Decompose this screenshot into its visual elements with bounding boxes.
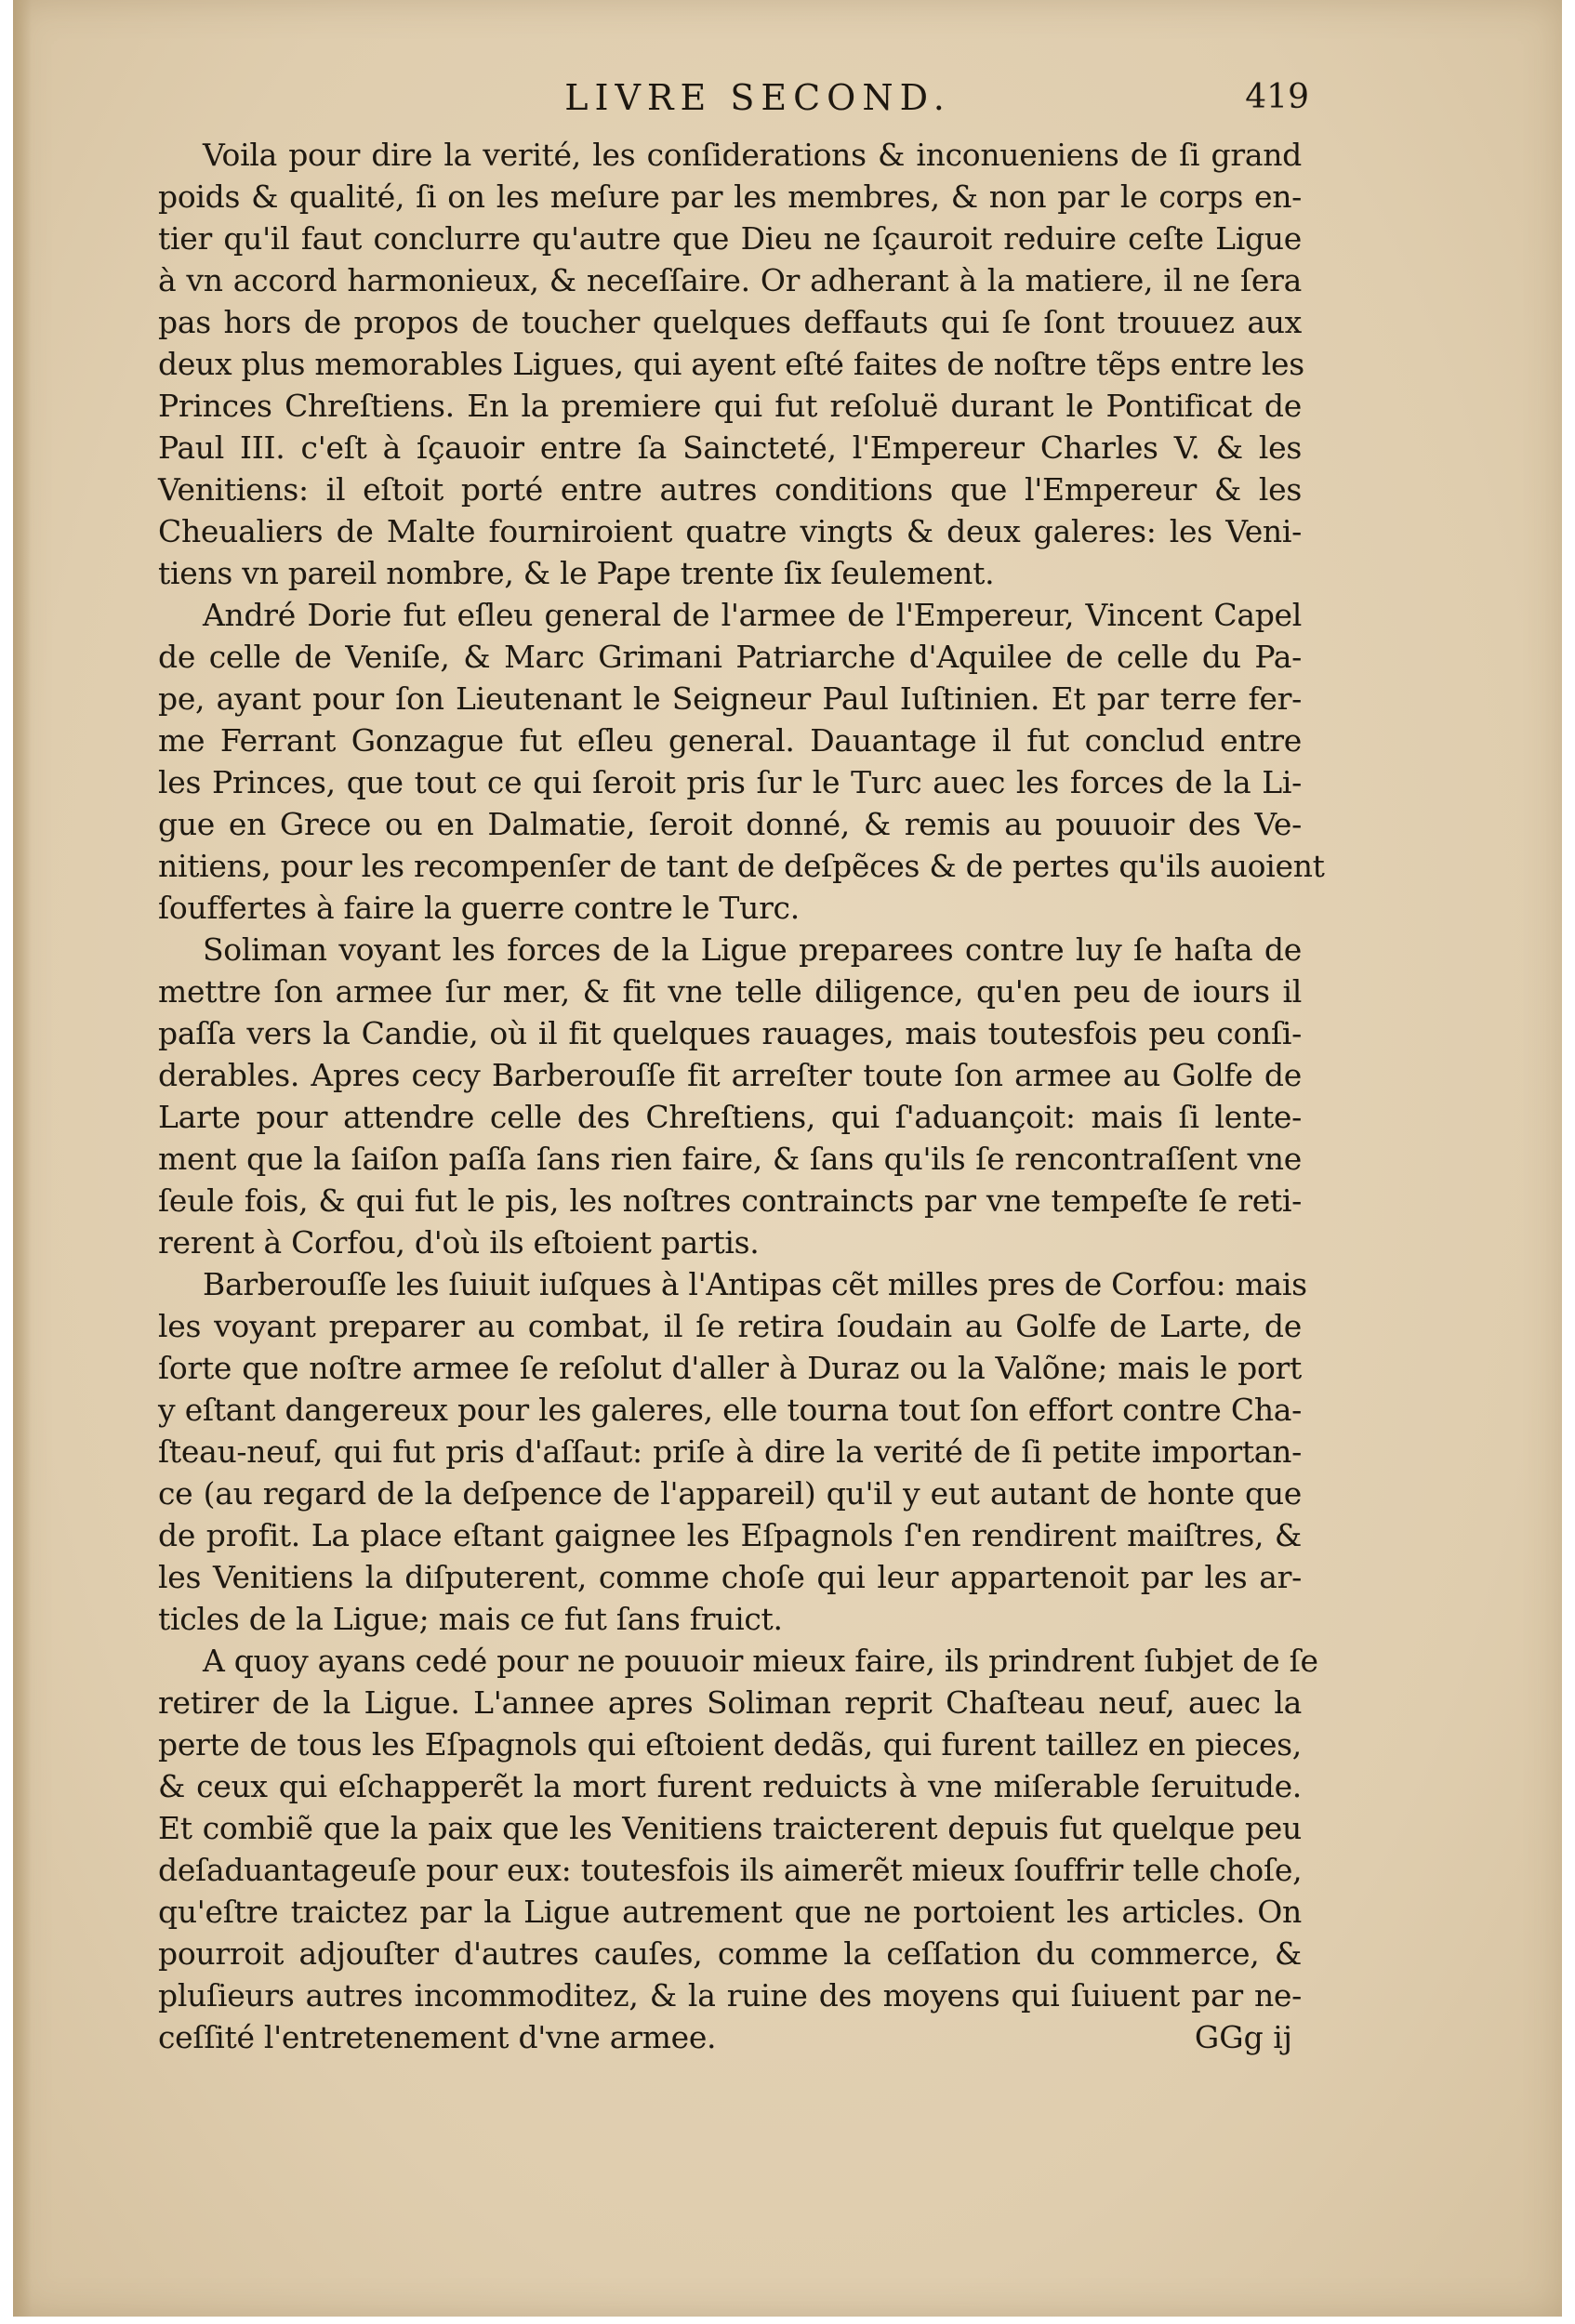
text-line: retirer de la Ligue. L'annee apres Soliman reprit Chaſteau neuf, auec la (158, 1684, 1302, 1721)
text-line: ticles de la Ligue; mais ce fut ſans fruict. (158, 1601, 783, 1637)
text-line: ſteau-neuf, qui fut pris d'aſſaut: priſe à dire la verité de ſi petite importan- (158, 1433, 1302, 1470)
text-line: pe, ayant pour ſon Lieutenant le Seigneur Paul Iuſtinien. Et par terre fer- (158, 680, 1302, 717)
text-line: tiens vn pareil nombre, & le Pape trente ſix ſeulement. (158, 555, 995, 591)
paragraph-1 (158, 134, 1302, 594)
book-page (13, 0, 1562, 2317)
text-line: Soliman voyant les forces de la Ligue preparees contre luy ſe haſta de (203, 931, 1302, 968)
text-line: les Princes, que tout ce qui ſeroit pris ſur le Turc auec les forces de la Li- (158, 764, 1302, 800)
text-line: ſeule fois, & qui fut le pis, les noſtres contraincts par vne tempeſte ſe reti- (158, 1182, 1302, 1219)
text-line: de celle de Veniſe, & Marc Grimani Patriarche d'Aquilee de celle du Pa- (158, 639, 1302, 675)
signature-mark: GGg ij (1194, 2019, 1292, 2055)
paragraph-2 (158, 594, 1325, 929)
text-line: ſorte que noſtre armee ſe reſolut d'aller à Duraz ou la Valõne; mais le port (158, 1350, 1302, 1386)
text-line: Larte pour attendre celle des Chreſtiens, qui ſ'aduançoit: mais ſi lente- (158, 1099, 1302, 1135)
text-line: paſſa vers la Candie, où il fit quelques rauages, mais toutesfois peu conſi- (158, 1015, 1302, 1051)
text-line: y eſtant dangereux pour les galeres, elle tourna tout ſon effort contre Cha- (158, 1392, 1302, 1428)
text-line: Et combiẽ que la paix que les Venitiens traicterent depuis fut quelque peu (158, 1810, 1302, 1846)
text-line: tier qu'il faut conclurre qu'autre que Dieu ne ſçauroit reduire ceſte Ligue (158, 220, 1302, 257)
text-line: André Dorie fut eſleu general de l'armee de l'Empereur, Vincent Capel (203, 597, 1302, 633)
text-line: Voila pour dire la verité, les conſiderations & inconueniens de ſi grand (203, 137, 1302, 173)
text-line: deux plus memorables Ligues, qui ayent eſté faites de noſtre tẽps entre les (158, 346, 1304, 382)
text-block (158, 71, 1325, 2058)
text-line: Paul III. c'eſt à ſçauoir entre ſa Saincteté, l'Empereur Charles V. & les (158, 429, 1302, 466)
text-line: pas hors de propos de toucher quelques deffauts qui ſe ſont trouuez aux (158, 304, 1302, 340)
text-line: Princes Chreſtiens. En la premiere qui fut reſoluë durant le Pontificat de (158, 388, 1302, 424)
text-line: pourroit adjouſter d'autres cauſes, comme la ceſſation du commerce, & (158, 1935, 1302, 1972)
text-line: Barberouſſe les ſuiuit iuſques à l'Antipas cẽt milles pres de Corfou: mais (203, 1266, 1307, 1302)
text-line: A quoy ayans cedé pour ne pouuoir mieux faire, ils prindrent ſubjet de ſe (203, 1643, 1318, 1679)
text-line: mettre ſon armee ſur mer, & fit vne telle diligence, qu'en peu de iours il (158, 973, 1302, 1010)
text-line: pluſieurs autres incommoditez, & la ruine des moyens qui ſuiuent par ne- (158, 1977, 1302, 2014)
last-line-with-signature (158, 2016, 1302, 2058)
text-line: à vn accord harmonieux, & neceſſaire. Or adherant à la matiere, il ne ſera (158, 262, 1302, 298)
text-line: derables. Apres cecy Barberouſſe fit arreſter toute ſon armee au Golfe de (158, 1057, 1302, 1093)
text-line: rerent à Corfou, d'où ils eſtoient partis. (158, 1224, 760, 1261)
text-line: & ceux qui eſchapperẽt la mort furent reduicts à vne miſerable ſeruitude. (158, 1768, 1302, 1804)
page-number: 419 (1245, 78, 1309, 116)
text-line: deſaduantageuſe pour eux: toutesfois ils aimerẽt mieux ſouffrir telle choſe, (158, 1852, 1303, 1888)
text-line: ce (au regard de la deſpence de l'appareil) qu'il y eut autant de honte que (158, 1475, 1302, 1512)
text-line: nitiens, pour les recompenſer de tant de deſpẽces & de pertes qu'ils auoient (158, 848, 1325, 884)
text-line: Venitiens: il eſtoit porté entre autres conditions que l'Empereur & les (158, 471, 1302, 508)
text-line: me Ferrant Gonzague fut eſleu general. Dauantage il fut conclud entre (158, 722, 1302, 759)
running-head (158, 71, 1309, 125)
page-gutter-shadow (13, 0, 32, 2317)
text-line: perte de tous les Eſpagnols qui eſtoient dedãs, qui furent taillez en pieces, (158, 1726, 1302, 1763)
text-line: ceſſité l'entretenement d'vne armee. (158, 2019, 717, 2055)
text-line: poids & qualité, ſi on les meſure par les membres, & non par le corps en- (158, 178, 1302, 215)
text-line: les voyant preparer au combat, il ſe retira ſoudain au Golfe de Larte, de (158, 1308, 1302, 1344)
text-line: les Venitiens la diſputerent, comme choſe qui leur appartenoit par les ar- (158, 1559, 1302, 1595)
text-line: Cheualiers de Malte fourniroient quatre vingts & deux galeres: les Veni- (158, 513, 1302, 549)
paragraph-4 (158, 1263, 1307, 1640)
paragraph-3 (158, 929, 1302, 1263)
text-line: ſouffertes à faire la guerre contre le Turc. (158, 890, 800, 926)
paragraph-5 (158, 1640, 1318, 2058)
text-line: qu'eſtre traictez par la Ligue autrement que ne portoient les articles. On (158, 1894, 1302, 1930)
running-title: LIVRE SECOND. (564, 77, 951, 118)
text-line: ment que la ſaiſon paſſa ſans rien faire, & ſans qu'ils ſe rencontraſſent vne (158, 1141, 1302, 1177)
text-line: de profit. La place eſtant gaignee les Eſpagnols ſ'en rendirent maiſtres, & (158, 1517, 1302, 1553)
text-line: gue en Grece ou en Dalmatie, ſeroit donné, & remis au pouuoir des Ve- (158, 806, 1302, 842)
